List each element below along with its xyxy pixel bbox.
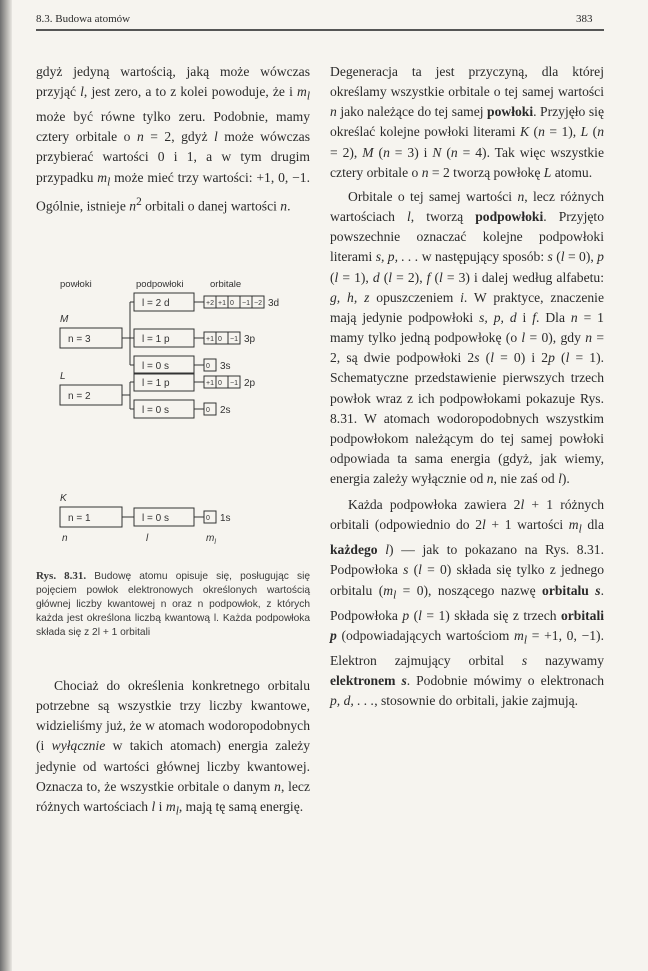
header-rule: [36, 29, 604, 31]
running-header: 8.3. Budowa atomów: [36, 13, 131, 25]
orbital-ml-value: 0: [206, 363, 210, 370]
orbital-ml-value: −1: [230, 336, 238, 343]
diagram-column-header: powłoki: [60, 279, 92, 290]
subshell-box-label: l = 1 p: [142, 378, 170, 389]
subshell-box-label: l = 0 s: [142, 513, 169, 524]
orbital-label: 2p: [244, 378, 256, 389]
subshell-box-label: l = 0 s: [142, 361, 169, 372]
axis-label-l: l: [146, 533, 149, 544]
orbital-ml-value: −1: [242, 300, 250, 307]
orbital-label: 2s: [220, 405, 231, 416]
paragraph-degeneracy: Chociaż do określenia konkretnego orbitalu potrzebne są wszystkie trzy liczby kwantowe, widzieliśmy już, że w atomach wodoropodobnych (i wyłącznie w takich atomach) energia zależy jedynie od wartości głównej liczby kwantowej. Oznacza to, że wszystkie orbitale o danym n, lecz różnych wartościach l i $m_l$, mają tę samą energię.: [36, 678, 310, 818]
shell-box-label: n = 1: [68, 513, 91, 524]
orbital-ml-value: −1: [230, 380, 238, 387]
orbital-ml-value: 0: [218, 380, 222, 387]
subshell-box-label: l = 2 d: [142, 298, 170, 309]
paragraph-shells: Degeneracja ta jest przyczyną, dla której określamy wszystkie orbitale o tej samej wartości n jako należące do tej samej powłoki. Przyjęło się określać kolejne powłoki literami K (n = 1), L (n = 2), M (n = 3) i N (n = 4). Tak więc wszystkie cztery orbitale o n = 2 tworzą powłokę L atomu.: [330, 64, 604, 180]
diagram-column-header: podpowłoki: [136, 279, 184, 290]
axis-label-n: n: [62, 533, 68, 544]
orbital-label: 3s: [220, 361, 231, 372]
subshell-box-label: l = 0 s: [142, 405, 169, 416]
right-column: [330, 62, 604, 711]
diagram-column-header: orbitale: [210, 279, 242, 290]
orbital-ml-value: +1: [218, 300, 226, 307]
orbital-ml-value: −2: [254, 300, 262, 307]
paragraph-orbitals: Każda podpowłoka zawiera 2l + 1 różnych orbitali (odpowiednio do 2l + 1 wartości $m_l$ dla każdego l) — jak to pokazano na Rys. 8.31. Podpowłoka s (l = 0) składa się tylko z jednego orbitalu $(m_l = 0)$, noszącego nazwę orbitalu s. Podpowłoka p (l = 1) składa się z trzech orbitali p (odpowiadających wartościom $m_l = +1$, 0, −1). Elektron zajmujący orbital s nazywamy elektronem s. Podobnie mówimy o elektronach p, d, . . ., stosownie do orbitali, jakie zajmują.: [330, 497, 605, 708]
figure-caption: Rys. 8.31. Budowę atomu opisuje się, posługując się pojęciem powłok elektronowych określonych wartością głównej liczby kwantowej n oraz n podpowłok, z których każda jest określona liczbą kwantową l. Każda podpowłoka składa się z 2l + 1 orbitali: [36, 570, 310, 638]
orbital-ml-value: 0: [218, 336, 222, 343]
orbital-ml-value: 0: [206, 515, 210, 522]
orbital-ml-value: +1: [206, 380, 214, 387]
paragraph-intro: gdyż jedyną wartością, jaką może wówczas przyjąć l, jest zero, a to z kolei powoduje, że i $m_l$ może być równe tylko zeru. Podobnie, mamy cztery orbitale o n = 2, gdyż l może wówczas przybierać wartości 0 i 1, a w tym drugim przypadku $m_l$ może mieć trzy wartości: +1, 0, −1. Ogólnie, istnieje $n^2$ orbitali o danej wartości n.: [36, 64, 310, 214]
shell-diagram: [48, 279, 328, 555]
page-number: 383: [576, 13, 593, 25]
left-column-top: [36, 62, 310, 217]
shell-box-label: n = 3: [68, 334, 91, 345]
shell-letter: L: [60, 371, 66, 382]
book-spine-shadow: [0, 0, 12, 971]
subshell-box-label: l = 1 p: [142, 334, 170, 345]
orbital-label: 1s: [220, 513, 231, 524]
orbital-ml-value: +1: [206, 336, 214, 343]
paragraph-subshells: Orbitale o tej samej wartości n, lecz różnych wartościach l, tworzą podpowłoki. Przyjęto powszechnie oznaczać kolejne podpowłoki literami s, p, . . . w następujący sposób: s (l = 0), p (l = 1), d (l = 2), f (l = 3) i dalej według alfabetu: g, h, z opuszczeniem i. W praktyce, znaczenie mają jedynie podpowłoki s, p, d i f. Dla n = 1 mamy tylko jedną podpowłokę (o l = 0), gdy n = 2, są dwie podpowłoki 2s (l = 0) i 2p (l = 1). Schematyczne przedstawienie pierwszych trzech powłok wraz z ich podpowłokami pokazuje Rys. 8.31. W atomach wodoropodobnych wszystkim podpowłokom należącym do tej samej powłoki odpowiada ta sama energia (gdyż, jak wiemy, energia zależy wyłącznie od n, nie zaś od l).: [330, 188, 604, 487]
shell-letter: M: [60, 314, 69, 325]
left-column-bottom: [36, 676, 310, 822]
shell-box-label: n = 2: [68, 391, 91, 402]
orbital-ml-value: 0: [206, 407, 210, 414]
orbital-label: 3d: [268, 298, 280, 309]
orbital-label: 3p: [244, 334, 256, 345]
axis-label-ml: $m_l$: [206, 533, 216, 546]
shell-letter: K: [60, 493, 67, 504]
orbital-ml-value: 0: [230, 300, 234, 307]
orbital-ml-value: +2: [206, 300, 214, 307]
